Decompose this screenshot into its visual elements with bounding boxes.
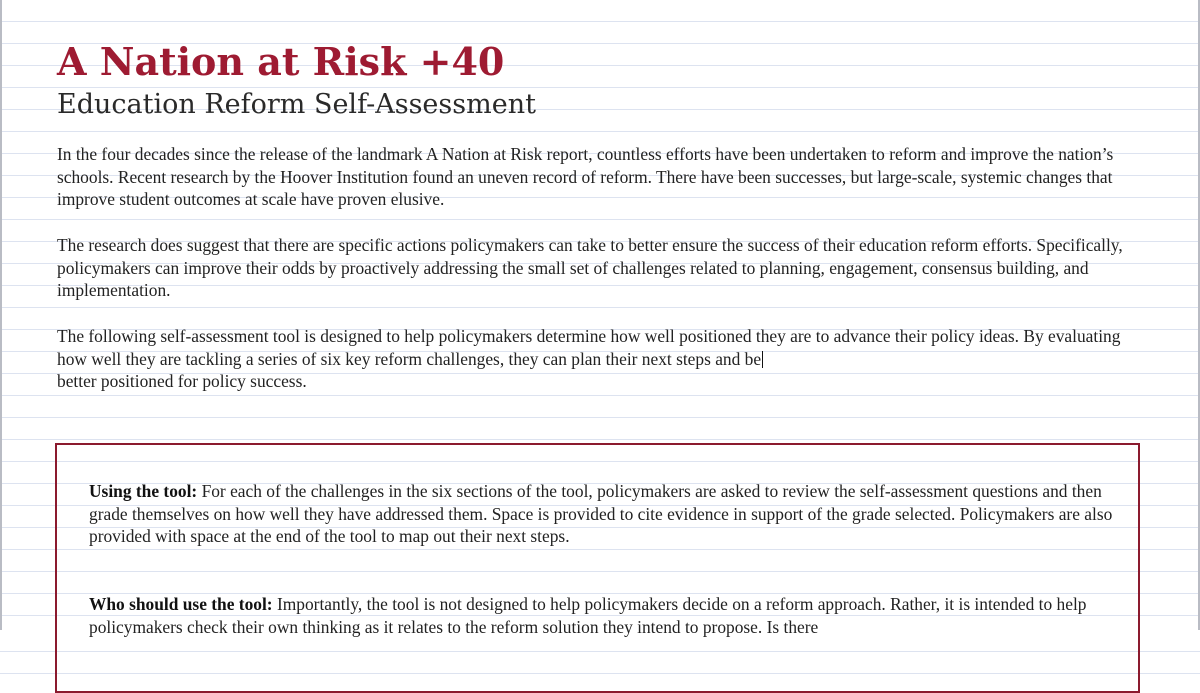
who-should-use-paragraph [89,593,1114,638]
tool-info-box [55,443,1140,693]
intro-paragraph-1: In the four decades since the release of the landmark A Nation at Risk report, countless efforts have been undertaken to reform and improve the nation’s schools. Recent research by the Hoover Institution found an uneven record of reform. There have been successes, but large-scale, systemic changes that improve student outcomes at scale have proven elusive. [57,144,1114,210]
intro-paragraph-2: The research does suggest that there are specific actions policymakers can take to better ensure the success of their education reform efforts. Specifically, policymakers can improve their odds by proactively addressing the small set of challenges related to planning, engagement, consensus building, and implementation. [57,235,1123,301]
intro-paragraph-3-continued: better positioned for policy success. [57,371,307,392]
intro-paragraph-3[interactable] [57,325,1142,393]
intro-paragraph-3-text: The following self-assessment tool is designed to help policymakers determine how well positioned they are to advance their policy ideas. By evaluating how well they are tackling a series of six key reform challenges, they can plan their next steps and be [57,326,1121,369]
page-left-edge [0,0,2,630]
who-should-use-text: Importantly, the tool is not designed to help policymakers decide on a reform approach. Rather, it is intended to help policymakers check their own thinking as it relates to the reform solution they intend to propose. Is there [89,594,1087,637]
text-cursor [762,351,763,368]
page-title: A Nation at Risk +40 [57,39,505,84]
using-the-tool-paragraph [89,480,1114,548]
using-the-tool-heading: Using the tool: [89,481,198,501]
who-should-use-heading: Who should use the tool: [89,594,273,614]
page-subtitle: Education Reform Self-Assessment [57,89,536,120]
using-the-tool-text: For each of the challenges in the six sections of the tool, policymakers are asked to review the self-assessment questions and then grade themselves on how well they have addressed them. Space is provided to cite evidence in support of the grade selected. Policymakers are also provided with space at the end of the tool to map out their next steps. [89,481,1113,547]
